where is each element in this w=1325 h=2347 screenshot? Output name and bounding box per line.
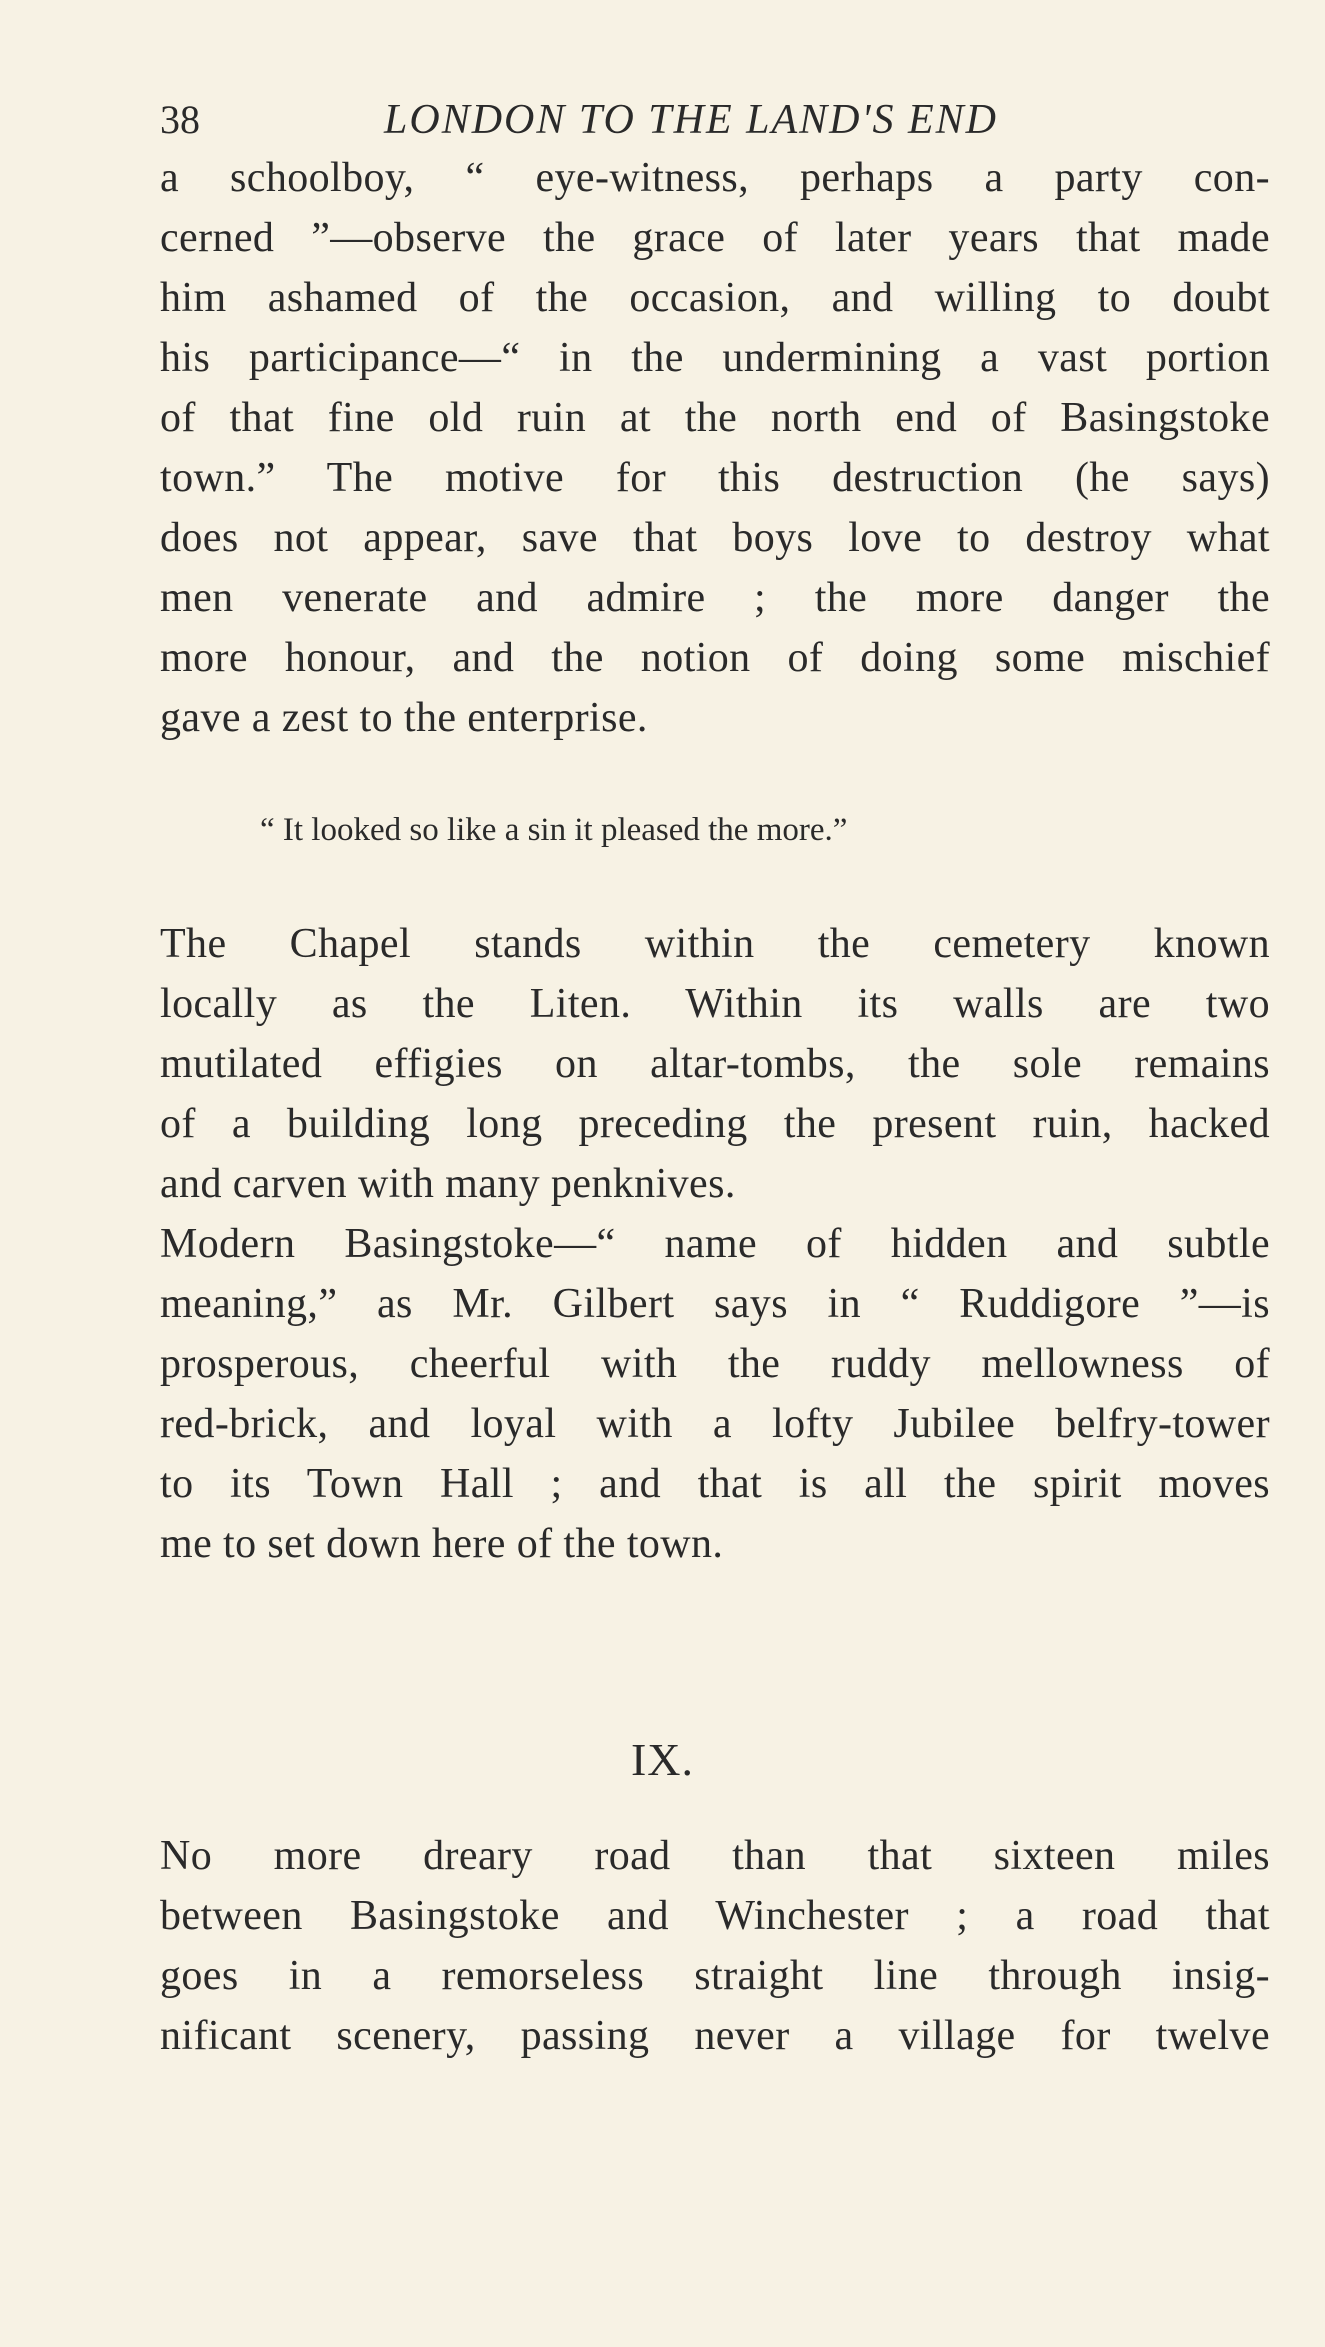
paragraph-modern-basingstoke	[160, 1214, 1270, 1574]
text-line: men venerate and admire ; the more danger the	[160, 575, 1270, 621]
paragraph-dreary-road	[160, 1826, 1270, 2066]
text-line: and carven with many penknives.	[160, 1161, 736, 1207]
text-line: me to set down here of the town.	[160, 1521, 724, 1567]
text-line: his participance—“ in the undermining a vast portion	[160, 335, 1270, 381]
text-line: more honour, and the notion of doing some mischief	[160, 635, 1270, 681]
text-line: Modern Basingstoke—“ name of hidden and subtle	[160, 1221, 1270, 1267]
text-line: goes in a remorseless straight line through insig-	[160, 1953, 1270, 1999]
paragraph-chapel	[160, 914, 1270, 1214]
text-line: No more dreary road than that sixteen miles	[160, 1833, 1270, 1879]
text-line: meaning,” as Mr. Gilbert says in “ Ruddigore ”—is	[160, 1281, 1270, 1327]
text-line: him ashamed of the occasion, and willing to doubt	[160, 275, 1270, 321]
text-line: of that fine old ruin at the north end of Basingstoke	[160, 395, 1270, 441]
chapter-heading: IX.	[630, 1734, 695, 1785]
text-line: prosperous, cheerful with the ruddy mellowness of	[160, 1341, 1270, 1387]
paragraph-schoolboy	[160, 148, 1270, 748]
block-quote: “ It looked so like a sin it pleased the more.”	[260, 812, 848, 848]
text-line: gave a zest to the enterprise.	[160, 695, 648, 741]
text-line: town.” The motive for this destruction (he says)	[160, 455, 1270, 501]
text-line: red-brick, and loyal with a lofty Jubilee belfry-tower	[160, 1401, 1270, 1447]
text-line: does not appear, save that boys love to destroy what	[160, 515, 1270, 561]
text-line: a schoolboy, “ eye-witness, perhaps a party con-	[160, 155, 1270, 201]
page-number: 38	[160, 97, 200, 142]
text-line: to its Town Hall ; and that is all the spirit moves	[160, 1461, 1270, 1507]
text-line: The Chapel stands within the cemetery known	[160, 921, 1270, 967]
page-header	[160, 92, 1170, 152]
text-line: between Basingstoke and Winchester ; a road that	[160, 1893, 1270, 1939]
text-line: locally as the Liten. Within its walls are two	[160, 981, 1270, 1027]
running-title: LONDON TO THE LAND'S END	[384, 97, 998, 143]
text-line: of a building long preceding the present ruin, hacked	[160, 1101, 1270, 1147]
text-line: nificant scenery, passing never a village for twelve	[160, 2013, 1270, 2059]
text-line: cerned ”—observe the grace of later years that made	[160, 215, 1270, 261]
text-line: mutilated effigies on altar-tombs, the sole remains	[160, 1041, 1270, 1087]
